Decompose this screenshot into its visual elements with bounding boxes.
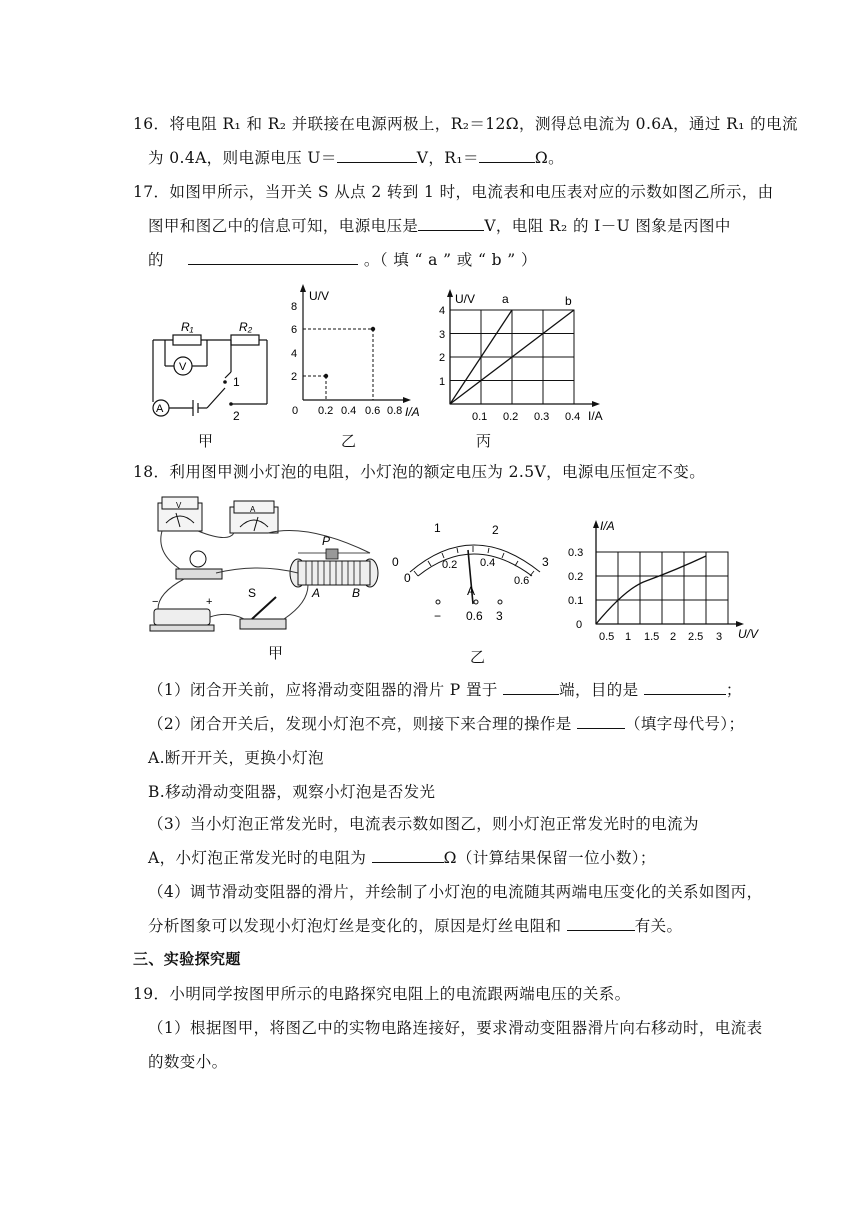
slider-p-label: P	[322, 534, 331, 548]
q17-caption-yi: 乙	[341, 432, 357, 450]
q18-p1-text-a: （1）闭合开关前，应将滑动变阻器的滑片 P 置于	[148, 681, 504, 699]
q18-caption-yi: 乙	[470, 648, 486, 666]
q18-p2-text-a: （2）闭合开关后，发现小灯泡不亮，则接下来合理的操作是	[148, 715, 577, 733]
q18-blank-resistance[interactable]	[372, 848, 444, 863]
q17-circuit-diagram	[145, 312, 275, 422]
x-tick: 3	[716, 631, 723, 643]
x-tick: 0.2	[318, 405, 334, 417]
data-point-0.2-2	[324, 374, 328, 378]
q18-p3-text-b: A，小灯泡正常发光时的电阻为	[148, 849, 372, 867]
q18-option-a: A.断开开关，更换小灯泡	[148, 749, 324, 767]
scale-label: 3	[542, 555, 549, 569]
voltmeter-icon: V	[176, 501, 182, 510]
scale-label: 2	[492, 523, 499, 537]
y-tick: 2	[439, 352, 446, 364]
y-tick: 0	[576, 619, 583, 631]
q18-option-b: B.移动滑动变阻器，观察小灯泡是否发光	[148, 783, 436, 801]
scale-label: 1	[434, 521, 441, 535]
x-tick: 0.5	[599, 631, 615, 643]
q17-blank-voltage[interactable]	[418, 216, 484, 231]
point-1-label: 1	[233, 375, 240, 389]
q18-blank-option[interactable]	[577, 714, 625, 729]
q18-p1-text-c: ；	[725, 681, 742, 699]
q16-line1: 16．将电阻 R₁ 和 R₂ 并联接在电源两极上，R₂＝12Ω，测得总电流为 0.6A，通过 R₁ 的电流	[133, 115, 798, 133]
voltmeter-icon: V	[179, 361, 187, 373]
ammeter-icon: A	[156, 403, 164, 415]
terminal-label: 3	[496, 609, 503, 623]
switch-label: S	[248, 586, 257, 600]
x-tick: 0.2	[503, 411, 519, 423]
x-tick: 0.3	[534, 411, 550, 423]
x-tick: 0.6	[365, 405, 381, 417]
x-tick: 0.4	[341, 405, 357, 417]
battery-minus-label: −	[152, 596, 159, 608]
scale-zero-label: 0	[392, 555, 399, 569]
iu-curve	[596, 556, 706, 624]
q18-part3-line1: （3）当小灯泡正常发光时，电流表示数如图乙，则小灯泡正常发光时的电流为	[148, 815, 699, 833]
y-tick: 0.2	[568, 571, 584, 583]
point-2-label: 2	[233, 409, 240, 423]
q18-part4-line1: （4）调节滑动变阻器的滑片，并绘制了小灯泡的电流随其两端电压变化的关系如图丙，	[148, 883, 763, 901]
q17-graph-bing	[432, 288, 614, 428]
x-tick: 0.8	[387, 405, 403, 417]
x-tick: 0.4	[565, 411, 581, 423]
y-axis-label: I/A	[600, 519, 615, 533]
x-tick: 2	[670, 631, 677, 643]
line-a-label: a	[502, 292, 509, 306]
q16-text-b: V，R₁＝	[416, 149, 479, 167]
q18-caption-jia: 甲	[268, 644, 284, 662]
q17-blank-graph[interactable]	[188, 250, 358, 265]
x-axis-label: I/A	[405, 405, 420, 419]
q17-caption-bing: 丙	[476, 432, 492, 450]
x-axis-label: I/A	[588, 409, 603, 423]
q18-part4-line2	[148, 914, 682, 936]
q18-blank-purpose[interactable]	[644, 680, 726, 695]
q16-text-c: Ω。	[534, 149, 564, 167]
q17-text-c: 的	[148, 251, 164, 269]
q16-line2	[148, 146, 564, 168]
battery-plus-label: +	[206, 596, 213, 608]
q18-apparatus-figure	[148, 493, 383, 638]
ammeter-icon: A	[250, 505, 256, 514]
scale-zero-label: 0	[404, 571, 411, 585]
q18-blank-end[interactable]	[503, 680, 559, 695]
q19-part1-line1: （1）根据图甲，将图乙中的实物电路连接好，要求滑动变阻器滑片向右移动时，电流表	[148, 1019, 763, 1037]
q17-line3	[148, 248, 537, 270]
q18-p1-text-b: 端，目的是	[559, 681, 644, 699]
r2-label: R₂	[239, 320, 253, 334]
x-tick: 1.5	[644, 631, 660, 643]
q17-line2	[148, 214, 731, 236]
y-tick: 6	[291, 324, 298, 336]
q16-text-a: 为 0.4A，则电源电压 U＝	[148, 149, 337, 167]
y-tick: 4	[439, 305, 446, 317]
q17-text-b: V，电阻 R₂ 的 I－U 图象是丙图中	[484, 217, 731, 235]
q18-p2-text-b: （填字母代号）；	[625, 715, 745, 733]
x-tick: 0.1	[472, 411, 488, 423]
dial-unit-label: A	[467, 584, 476, 598]
q18-ammeter-dial	[388, 520, 558, 650]
q18-stem: 18．利用图甲测小灯泡的电阻，小灯泡的额定电压为 2.5V，电源电压恒定不变。	[133, 463, 706, 481]
terminal-label: −	[434, 609, 442, 623]
terminal-label: 0.6	[466, 609, 483, 623]
y-tick: 4	[291, 348, 298, 360]
y-tick: 2	[291, 371, 298, 383]
q18-p4-text-c: 有关。	[634, 917, 683, 935]
section-heading: 三、实验探究题	[133, 950, 241, 968]
q17-graph-yi	[287, 282, 427, 417]
x-tick: 0	[292, 405, 299, 417]
y-tick: 8	[291, 301, 298, 313]
scale-label: 0.4	[480, 557, 496, 569]
terminal-b-label: B	[352, 586, 361, 600]
data-point-0.6-6	[371, 327, 375, 331]
y-tick: 0.3	[568, 547, 584, 559]
q19-part1-line2: 的数变小。	[148, 1053, 228, 1071]
q18-p4-text-b: 分析图象可以发现小灯泡灯丝是变化的，原因是灯丝电阻和	[148, 917, 567, 935]
y-axis-label: U/V	[455, 292, 476, 306]
scale-label: 0.6	[514, 575, 530, 587]
y-tick: 1	[439, 376, 446, 388]
y-axis-label: U/V	[309, 289, 330, 303]
q18-part3-line2	[148, 846, 656, 868]
q18-part2	[148, 712, 744, 734]
q16-blank-voltage[interactable]	[337, 148, 417, 163]
q18-part1	[148, 678, 742, 700]
q17-caption-jia: 甲	[198, 432, 214, 450]
x-axis-label: U/V	[738, 627, 759, 641]
q18-p3-text-c: Ω（计算结果保留一位小数）；	[443, 849, 656, 867]
r1-label: R₁	[181, 320, 194, 334]
y-tick: 3	[439, 329, 446, 341]
line-b-label: b	[565, 294, 572, 308]
x-tick: 2.5	[688, 631, 704, 643]
y-tick: 0.1	[568, 595, 584, 607]
q17-text-d: 。（ 填 “ a ” 或 “ b ” ）	[363, 251, 537, 269]
q16-blank-r1[interactable]	[479, 148, 535, 163]
q17-line1: 17．如图甲所示，当开关 S 从点 2 转到 1 时，电流表和电压表对应的示数如图乙所示，由	[133, 183, 774, 201]
scale-label: 0.2	[442, 559, 458, 571]
q19-stem: 19．小明同学按图甲所示的电路探究电阻上的电流跟两端电压的关系。	[133, 985, 631, 1003]
q18-blank-factor[interactable]	[567, 916, 635, 931]
q18-iu-graph	[566, 518, 778, 648]
terminal-a-label: A	[312, 586, 321, 600]
q17-text-a: 图甲和图乙中的信息可知，电源电压是	[148, 217, 419, 235]
x-tick: 1	[625, 631, 632, 643]
